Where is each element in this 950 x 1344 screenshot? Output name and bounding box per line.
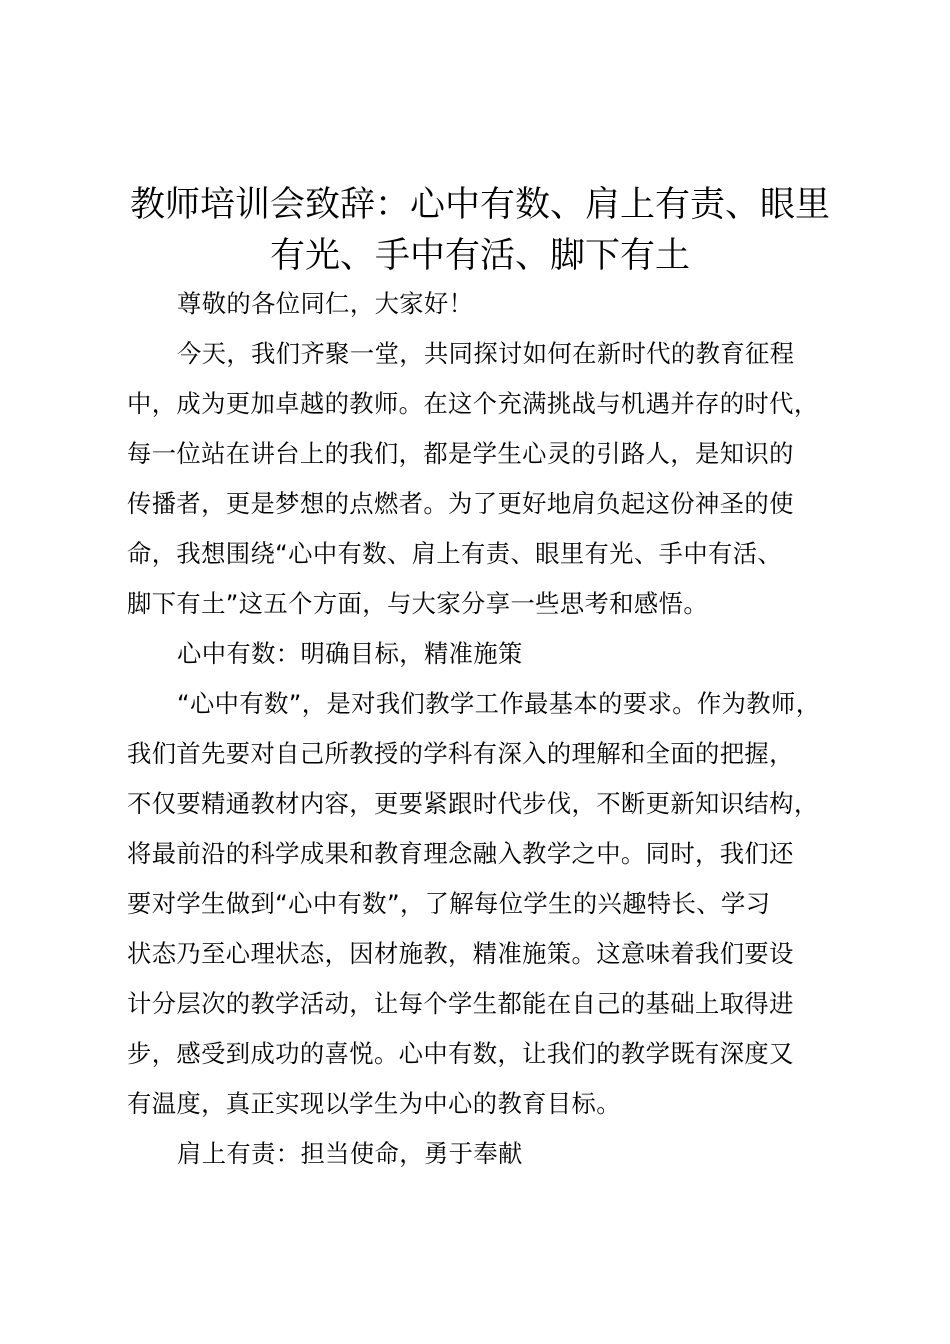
paragraph-line: 状态乃至心理状态，因材施教，精准施策。这意味着我们要设 [127, 939, 794, 968]
section-heading-2 [127, 1129, 857, 1179]
paragraph-line: 步，感受到成功的喜悦。心中有数，让我们的教学既有深度又 [127, 1039, 794, 1068]
title-line: 有光、手中有活、脚下有土 [269, 236, 690, 276]
paragraph-line: 命，我想围绕“心中有数、肩上有责、眼里有光、手中有活、 [127, 539, 783, 568]
paragraph-line: 有温度，真正实现以学生为中心的教育目标。 [127, 1089, 621, 1118]
paragraph-line: 要对学生做到“心中有数”，了解每位学生的兴趣特长、学习 [127, 889, 771, 918]
greeting [127, 279, 857, 329]
paragraph-line: 我们首先要对自己所教授的学科有深入的理解和全面的把握， [127, 739, 794, 768]
paragraph-line: 计分层次的教学活动，让每个学生都能在自己的基础上取得进 [127, 989, 794, 1018]
paragraph-intro [127, 329, 857, 629]
paragraph-line: “心中有数”，是对我们教学工作最基本的要求。作为教师， [177, 689, 821, 718]
section-heading-text: 肩上有责：担当使命，勇于奉献 [177, 1139, 523, 1168]
document-title [100, 180, 860, 282]
paragraph-section-1 [127, 679, 857, 1129]
paragraph-line: 不仅要精通教材内容，更要紧跟时代步伐，不断更新知识结构， [127, 789, 819, 818]
section-heading-text: 心中有数：明确目标，精准施策 [177, 639, 523, 668]
title-line: 教师培训会致辞：心中有数、肩上有责、眼里 [129, 185, 830, 225]
paragraph-line: 将最前沿的科学成果和教育理念融入教学之中。同时，我们还 [127, 839, 794, 868]
paragraph-line: 传播者，更是梦想的点燃者。为了更好地肩负起这份神圣的使 [127, 489, 794, 518]
paragraph-line: 脚下有土”这五个方面，与大家分享一些思考和感悟。 [127, 589, 709, 618]
paragraph-line: 今天，我们齐聚一堂，共同探讨如何在新时代的教育征程 [177, 339, 795, 368]
section-heading-1 [127, 629, 857, 679]
greeting-text: 尊敬的各位同仁，大家好！ [177, 289, 474, 318]
document-body [127, 279, 857, 1179]
paragraph-line: 中，成为更加卓越的教师。在这个充满挑战与机遇并存的时代， [127, 389, 819, 418]
paragraph-line: 每一位站在讲台上的我们，都是学生心灵的引路人，是知识的 [127, 439, 794, 468]
